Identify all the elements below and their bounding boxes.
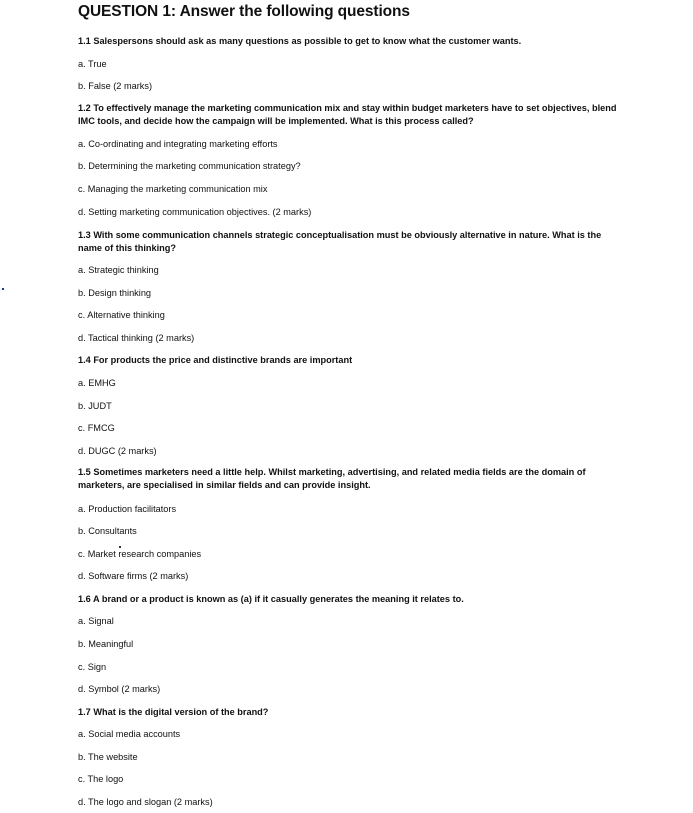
option-1-3-b: b. Design thinking (78, 288, 152, 298)
option-1-7-a: a. Social media accounts (78, 729, 181, 739)
question-1-3: 1.3 With some communication channels strategic conceptualisation must be obviously alternative in nature. What is the name of this thinking? (78, 230, 602, 253)
option-1-2-b: b. Determining the marketing communication strategy? (78, 161, 301, 171)
question-1-4: 1.4 For products the price and distinctive brands are important (78, 355, 353, 365)
option-1-5-a: a. Production facilitators (78, 504, 177, 514)
option-1-6-d: d. Symbol (2 marks) (78, 684, 161, 694)
margin-marker (2, 288, 4, 290)
page-title: QUESTION 1: Answer the following questions (78, 3, 410, 20)
option-1-3-d: d. Tactical thinking (2 marks) (78, 333, 195, 343)
question-1-5: 1.5 Sometimes marketers need a little help. Whilst marketing, advertising, and related media fields are the domain of marketers, are specialised in similar fields and can provide insight. (78, 467, 586, 490)
option-1-4-b: b. JUDT (78, 401, 112, 411)
option-1-6-a: a. Signal (78, 616, 114, 626)
option-1-6-b: b. Meaningful (78, 639, 134, 649)
option-1-7-b: b. The website (78, 752, 138, 762)
option-1-2-c: c. Managing the marketing communication mix (78, 184, 268, 194)
option-1-7-d: d. The logo and slogan (2 marks) (78, 797, 213, 807)
option-1-4-d: d. DUGC (2 marks) (78, 446, 157, 456)
option-1-5-c: c. Market research companies (78, 549, 202, 559)
option-1-4-a: a. EMHG (78, 378, 116, 388)
option-1-3-c: c. Alternative thinking (78, 310, 165, 320)
cursor-marker (119, 546, 121, 548)
option-1-5-d: d. Software firms (2 marks) (78, 571, 189, 581)
question-1-2: 1.2 To effectively manage the marketing communication mix and stay within budget marketers have to set objectives, blend IMC tools, and decide how the campaign will be implemented. What is this process called? (78, 103, 617, 126)
question-1-1: 1.1 Salespersons should ask as many questions as possible to get to know what the customer wants. (78, 36, 522, 46)
option-1-3-a: a. Strategic thinking (78, 265, 159, 275)
option-1-4-c: c. FMCG (78, 423, 115, 433)
option-1-7-c: c. The logo (78, 774, 124, 784)
option-1-2-d: d. Setting marketing communication objectives. (2 marks) (78, 207, 312, 217)
question-1-7: 1.7 What is the digital version of the brand? (78, 707, 269, 717)
question-1-6: 1.6 A brand or a product is known as (a) if it casually generates the meaning it relates to. (78, 594, 464, 604)
option-1-1-b: b. False (2 marks) (78, 81, 153, 91)
option-1-2-a: a. Co-ordinating and integrating marketing efforts (78, 139, 278, 149)
option-1-5-b: b. Consultants (78, 526, 137, 536)
option-1-6-c: c. Sign (78, 662, 107, 672)
option-1-1-a: a. True (78, 59, 107, 69)
